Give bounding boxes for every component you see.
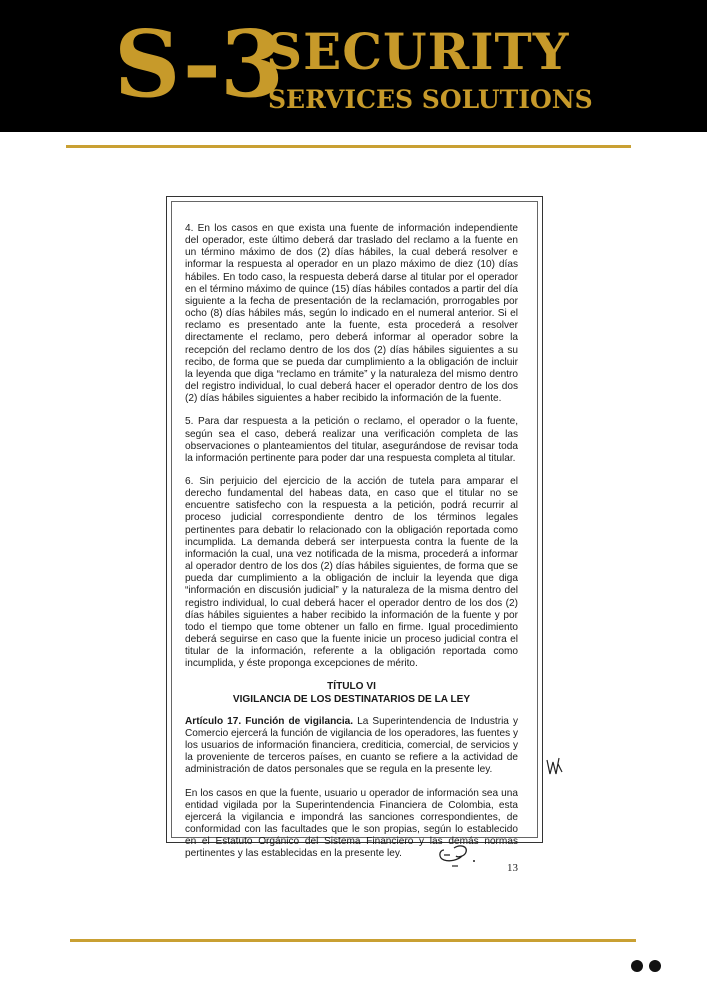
bottom-divider: [70, 939, 636, 942]
logo-s3: S-3: [114, 10, 284, 118]
final-paragraph: En los casos en que la fuente, usuario u operador de información sea una entidad vigilada por la Superintendencia Financiera de Colombia, esta ejercerá la vigilancia e impondrá las sanciones correspondientes, de conformidad con las facultades que le son propias, según lo establecido en el Estatuto Orgánico del Sistema Financiero y las demás normas pertinentes y las establecidas en la presente ley.: [185, 787, 518, 860]
article-text: La Superintendencia de Industria y Comercio ejercerá la función de vigilancia de los operadores, las fuentes y los usuarios de información financiera, crediticia, comercial, de servicios y la proveniente de terceros países, en cuanto se refiere a la actividad de administración de datos personales que se regula en la presente ley.: [185, 715, 518, 776]
signature-mark: [436, 840, 482, 870]
article-17: [185, 716, 518, 777]
page-number: 13: [507, 862, 518, 874]
paragraph-4: 4. En los casos en que exista una fuente de información independiente del operador, este último deberá dar traslado del reclamo a la fuente en un término máximo de dos (2) días hábiles, la cual deberá resolver e informar la respuesta al operador en un plazo máximo de diez (10) días hábiles. En todo caso, la respuesta deberá darse al titular por el operador en el término máximo de quince (15) días hábiles contados a partir del día siguiente a la fecha de presentación de la reclamación, prorrogables por ocho (8) días hábiles más, según lo indicado en el numeral anterior. Si el reclamo es presentado ante la fuente, esta procederá a resolver directamente el reclamo, pero deberá informar al operador sobre la recepción del reclamo dentro de los dos (2) días hábiles siguientes a su recibo, de forma que se pueda dar cumplimiento a la obligación de incluir la leyenda que diga “reclamo en trámite” y la naturaleza del mismo dentro del registro individual, lo cual deberá hacer el operador dentro de los dos (2) días hábiles siguientes a haber recibido la información de la fuente.: [185, 223, 518, 405]
title-number: TÍTULO VI: [327, 681, 376, 693]
top-divider: [66, 145, 631, 148]
document-body: [185, 223, 518, 872]
paragraph-6: 6. Sin perjuicio del ejercicio de la acción de tutela para amparar el derecho fundamental del habeas data, en caso que el titular no se encuentre satisfecho con la respuesta a la petición, podrá recurrir al proceso judicial correspondiente dentro de los términos legales pertinentes para debatir lo relacionado con la obligación reportada como incumplida. La demanda deberá ser interpuesta contra la fuente de la información la cual, una vez notificada de la misma, procederá a informar al operador dentro de los dos (2) días hábiles siguientes, de forma que se pueda dar cumplimiento a la obligación de incluir la leyenda que diga “información en discusión judicial” y la naturaleza de la misma dentro del registro individual, lo cual deberá hacer el operador dentro de los dos (2) días hábiles siguientes a haber recibido la información de la fuente y por todo el tiempo que tome obtener un fallo en firme. Igual procedimiento deberá seguirse en caso que la fuente inicie un proceso judicial contra el titular de la información, referente a la obligación reportada como incumplida, y éste proponga excepciones de mérito.: [185, 475, 518, 670]
page-dots-icon: [629, 959, 663, 973]
title-heading: VIGILANCIA DE LOS DESTINATARIOS DE LA LEY: [232, 693, 471, 705]
margin-initials-mark: [545, 754, 565, 778]
dot-icon: [631, 960, 643, 972]
logo-security: SECURITY: [266, 22, 570, 81]
logo-services-solutions: SERVICES SOLUTIONS: [268, 85, 593, 114]
article-heading: Artículo 17. Función de vigilancia.: [185, 715, 354, 727]
header-banner: [0, 0, 707, 132]
dot-icon: [649, 960, 661, 972]
paragraph-5: 5. Para dar respuesta a la petición o reclamo, el operador o la fuente, según sea el caso, deberá realizar una verificación completa de las observaciones o planteamientos del titular, asegurándose de revisar toda la información pertinente para poder dar una respuesta completa al titular.: [185, 416, 518, 464]
